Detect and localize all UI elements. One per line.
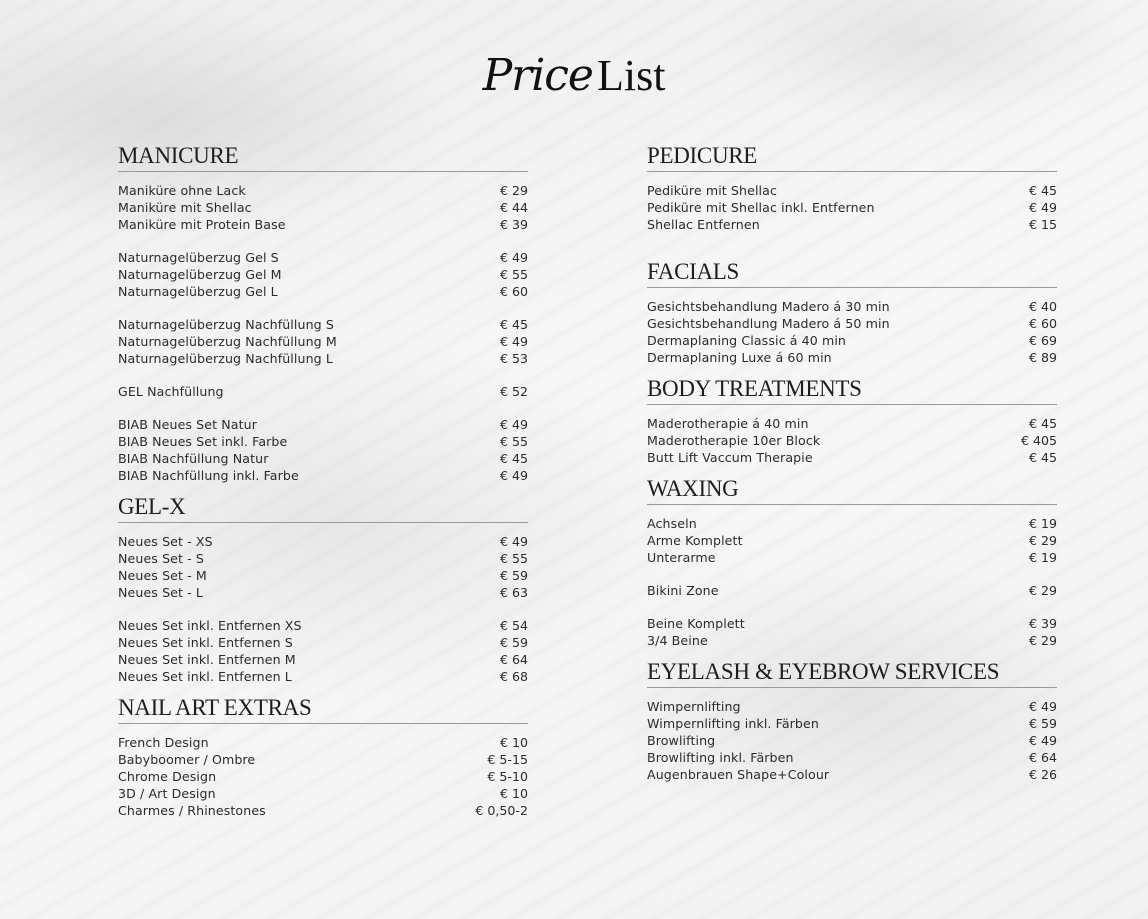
service-price: € 64 xyxy=(1028,750,1057,765)
price-row xyxy=(647,315,1057,332)
price-row xyxy=(118,467,528,484)
price-row xyxy=(647,749,1057,766)
service-price: € 89 xyxy=(1028,350,1057,365)
service-price: € 39 xyxy=(1028,616,1057,631)
price-row xyxy=(118,651,528,668)
service-name: BIAB Neues Set Natur xyxy=(118,417,257,432)
price-row xyxy=(647,199,1057,216)
group-spacer xyxy=(647,599,1057,615)
service-price: € 19 xyxy=(1028,550,1057,565)
section-header-waxing: WAXING xyxy=(647,476,1057,505)
service-price: € 64 xyxy=(499,652,528,667)
price-row xyxy=(118,785,528,802)
service-price: € 45 xyxy=(1028,450,1057,465)
price-row xyxy=(118,266,528,283)
price-row xyxy=(647,549,1057,566)
price-row xyxy=(118,433,528,450)
price-row xyxy=(118,768,528,785)
service-name: Neues Set - L xyxy=(118,585,204,600)
service-price: € 53 xyxy=(499,351,528,366)
service-name: Neues Set - XS xyxy=(118,534,213,549)
service-name: Beine Komplett xyxy=(647,616,745,631)
section-manicure xyxy=(118,143,528,484)
nail-art-list xyxy=(118,734,528,819)
service-name: Arme Komplett xyxy=(647,533,743,548)
service-name: Neues Set inkl. Entfernen M xyxy=(118,652,296,667)
right-column xyxy=(647,143,1057,793)
group-spacer xyxy=(647,566,1057,582)
group-spacer xyxy=(118,367,528,383)
page-title xyxy=(0,50,1148,101)
service-name: Neues Set - S xyxy=(118,551,204,566)
section-waxing xyxy=(647,476,1057,649)
service-price: € 15 xyxy=(1028,217,1057,232)
service-name: Browlifting inkl. Färben xyxy=(647,750,794,765)
service-price: € 49 xyxy=(1028,200,1057,215)
service-price: € 49 xyxy=(499,417,528,432)
section-pedicure xyxy=(647,143,1057,233)
service-name: Maderotherapie á 40 min xyxy=(647,416,809,431)
manicure-list xyxy=(118,182,528,484)
group-spacer xyxy=(118,400,528,416)
section-header-nail-art-extras: NAIL ART EXTRAS xyxy=(118,695,528,724)
price-row xyxy=(118,668,528,685)
service-price: € 0,50-2 xyxy=(475,803,528,818)
service-name: 3D / Art Design xyxy=(118,786,216,801)
price-row xyxy=(647,182,1057,199)
price-row xyxy=(647,732,1057,749)
service-price: € 49 xyxy=(1028,733,1057,748)
price-row xyxy=(118,567,528,584)
service-price: € 52 xyxy=(499,384,528,399)
left-column xyxy=(118,143,528,829)
service-name: BIAB Nachfüllung inkl. Farbe xyxy=(118,468,299,483)
price-row xyxy=(647,698,1057,715)
service-name: GEL Nachfüllung xyxy=(118,384,224,399)
service-price: € 40 xyxy=(1028,299,1057,314)
eyelash-list xyxy=(647,698,1057,783)
section-body-treatments xyxy=(647,376,1057,466)
service-price: € 63 xyxy=(499,585,528,600)
body-treatments-list xyxy=(647,415,1057,466)
price-row xyxy=(647,532,1057,549)
service-price: € 405 xyxy=(1020,433,1057,448)
service-price: € 5-10 xyxy=(487,769,528,784)
section-header-manicure: MANICURE xyxy=(118,143,528,172)
service-name: Neues Set inkl. Entfernen L xyxy=(118,669,292,684)
service-price: € 5-15 xyxy=(487,752,528,767)
service-name: Naturnagelüberzug Nachfüllung L xyxy=(118,351,333,366)
group-spacer xyxy=(118,601,528,617)
service-name: Gesichtsbehandlung Madero á 50 min xyxy=(647,316,890,331)
service-name: Charmes / Rhinestones xyxy=(118,803,266,818)
section-facials xyxy=(647,259,1057,366)
service-name: Bikini Zone xyxy=(647,583,719,598)
service-price: € 55 xyxy=(499,434,528,449)
service-name: French Design xyxy=(118,735,209,750)
service-price: € 54 xyxy=(499,618,528,633)
service-price: € 29 xyxy=(499,183,528,198)
price-row xyxy=(647,632,1057,649)
price-row xyxy=(118,584,528,601)
section-header-pedicure: PEDICURE xyxy=(647,143,1057,172)
price-row xyxy=(647,582,1057,599)
service-name: Shellac Entfernen xyxy=(647,217,760,232)
price-row xyxy=(647,298,1057,315)
service-price: € 60 xyxy=(499,284,528,299)
section-header-eyelash-eyebrow: EYELASH & EYEBROW SERVICES xyxy=(647,659,1057,688)
price-row xyxy=(118,550,528,567)
price-row xyxy=(118,802,528,819)
price-row xyxy=(118,383,528,400)
service-name: Butt Lift Vaccum Therapie xyxy=(647,450,813,465)
service-name: Dermaplaning Luxe á 60 min xyxy=(647,350,832,365)
service-price: € 49 xyxy=(499,250,528,265)
service-price: € 29 xyxy=(1028,633,1057,648)
service-name: Neues Set inkl. Entfernen S xyxy=(118,635,293,650)
price-row xyxy=(118,249,528,266)
service-name: Neues Set inkl. Entfernen XS xyxy=(118,618,302,633)
service-name: Augenbrauen Shape+Colour xyxy=(647,767,830,782)
price-row xyxy=(647,449,1057,466)
service-name: Maniküre mit Protein Base xyxy=(118,217,286,232)
service-name: Naturnagelüberzug Gel S xyxy=(118,250,279,265)
service-price: € 49 xyxy=(499,534,528,549)
price-row xyxy=(118,216,528,233)
service-name: Naturnagelüberzug Gel L xyxy=(118,284,278,299)
service-price: € 59 xyxy=(499,568,528,583)
pedicure-list xyxy=(647,182,1057,233)
service-price: € 45 xyxy=(1028,183,1057,198)
price-row xyxy=(647,332,1057,349)
service-price: € 19 xyxy=(1028,516,1057,531)
service-price: € 69 xyxy=(1028,333,1057,348)
price-row xyxy=(118,533,528,550)
service-name: Wimpernlifting xyxy=(647,699,741,714)
service-name: Maderotherapie 10er Block xyxy=(647,433,821,448)
service-price: € 45 xyxy=(499,317,528,332)
service-price: € 39 xyxy=(499,217,528,232)
service-name: Neues Set - M xyxy=(118,568,207,583)
service-name: Naturnagelüberzug Nachfüllung M xyxy=(118,334,337,349)
service-name: Dermaplaning Classic á 40 min xyxy=(647,333,847,348)
group-spacer xyxy=(118,233,528,249)
price-row xyxy=(118,350,528,367)
section-gel-x xyxy=(118,494,528,685)
service-name: BIAB Neues Set inkl. Farbe xyxy=(118,434,288,449)
section-header-body-treatments: BODY TREATMENTS xyxy=(647,376,1057,405)
service-name: Pediküre mit Shellac xyxy=(647,183,777,198)
service-name: Browlifting xyxy=(647,733,716,748)
price-row xyxy=(647,432,1057,449)
section-eyelash-eyebrow xyxy=(647,659,1057,783)
price-row xyxy=(118,333,528,350)
service-name: Chrome Design xyxy=(118,769,217,784)
service-price: € 44 xyxy=(499,200,528,215)
service-price: € 59 xyxy=(499,635,528,650)
service-price: € 49 xyxy=(1028,699,1057,714)
waxing-list xyxy=(647,515,1057,649)
service-name: Maniküre ohne Lack xyxy=(118,183,246,198)
service-name: Unterarme xyxy=(647,550,716,565)
service-price: € 45 xyxy=(1028,416,1057,431)
service-price: € 59 xyxy=(1028,716,1057,731)
service-price: € 68 xyxy=(499,669,528,684)
service-name: Babyboomer / Ombre xyxy=(118,752,256,767)
service-name: Naturnagelüberzug Gel M xyxy=(118,267,282,282)
section-header-facials: FACIALS xyxy=(647,259,1057,288)
section-spacer xyxy=(647,243,1057,259)
service-price: € 55 xyxy=(499,267,528,282)
price-row xyxy=(118,634,528,651)
service-price: € 10 xyxy=(499,786,528,801)
service-name: Wimpernlifting inkl. Färben xyxy=(647,716,819,731)
facials-list xyxy=(647,298,1057,366)
service-name: Naturnagelüberzug Nachfüllung S xyxy=(118,317,334,332)
price-row xyxy=(118,734,528,751)
service-name: Gesichtsbehandlung Madero á 30 min xyxy=(647,299,890,314)
service-price: € 49 xyxy=(499,468,528,483)
service-price: € 45 xyxy=(499,451,528,466)
service-name: BIAB Nachfüllung Natur xyxy=(118,451,269,466)
service-price: € 26 xyxy=(1028,767,1057,782)
title-plain: List xyxy=(596,51,666,100)
gel-x-list xyxy=(118,533,528,685)
group-spacer xyxy=(118,300,528,316)
price-row xyxy=(118,416,528,433)
service-price: € 60 xyxy=(1028,316,1057,331)
service-price: € 29 xyxy=(1028,533,1057,548)
price-row xyxy=(118,283,528,300)
title-script: Price xyxy=(482,50,593,101)
price-row xyxy=(118,450,528,467)
price-row xyxy=(647,515,1057,532)
price-row xyxy=(118,182,528,199)
service-name: Achseln xyxy=(647,516,697,531)
price-row xyxy=(647,216,1057,233)
price-row xyxy=(118,617,528,634)
price-row xyxy=(118,199,528,216)
price-row xyxy=(118,316,528,333)
section-nail-art-extras xyxy=(118,695,528,819)
section-header-gel-x: GEL-X xyxy=(118,494,528,523)
service-price: € 55 xyxy=(499,551,528,566)
price-row xyxy=(647,415,1057,432)
service-name: Maniküre mit Shellac xyxy=(118,200,252,215)
service-name: Pediküre mit Shellac inkl. Entfernen xyxy=(647,200,875,215)
service-price: € 29 xyxy=(1028,583,1057,598)
price-row xyxy=(118,751,528,768)
service-price: € 10 xyxy=(499,735,528,750)
price-row xyxy=(647,715,1057,732)
price-row xyxy=(647,615,1057,632)
service-name: 3/4 Beine xyxy=(647,633,708,648)
price-row xyxy=(647,766,1057,783)
service-price: € 49 xyxy=(499,334,528,349)
price-row xyxy=(647,349,1057,366)
